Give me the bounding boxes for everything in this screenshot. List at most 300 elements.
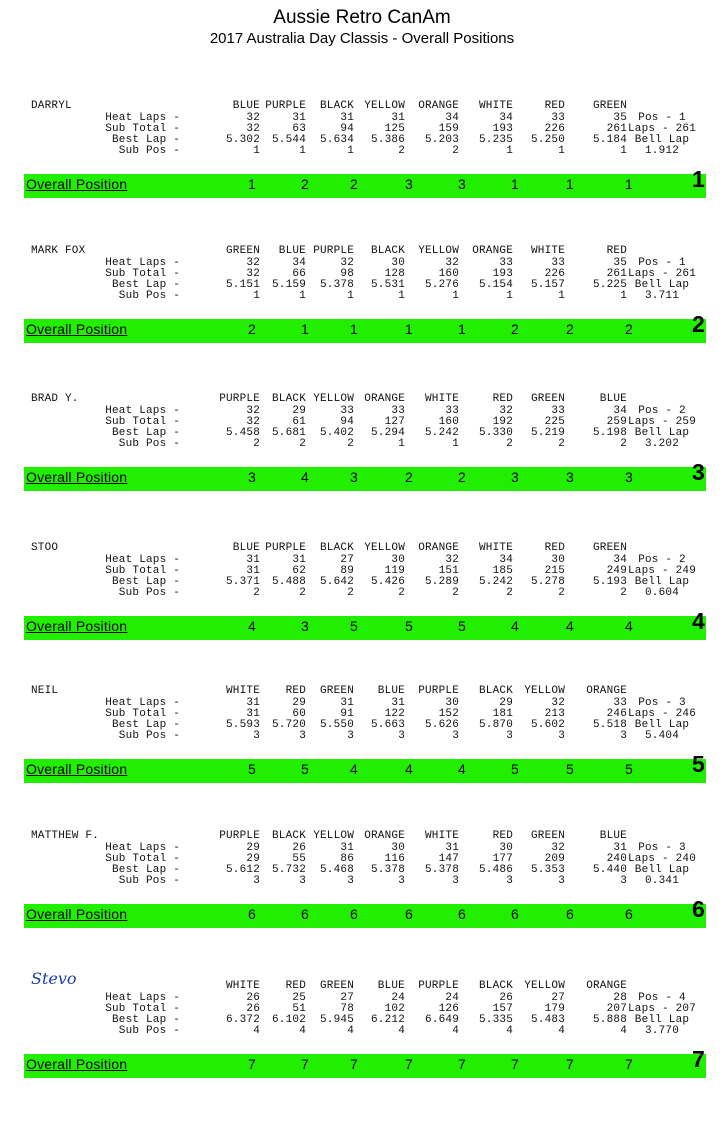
color-header: ORANGE — [586, 980, 627, 992]
table-cell: 31 — [340, 112, 354, 124]
overall-position-cell: 1 — [350, 321, 358, 337]
overall-position-cell: 2 — [458, 469, 466, 485]
table-cell: 5.634 — [319, 134, 354, 146]
final-position: 7 — [692, 1046, 705, 1072]
color-header: YELLOW — [524, 685, 565, 697]
overall-position-cell: 5 — [566, 761, 574, 777]
table-cell: 147 — [438, 853, 459, 865]
color-header: WHITE — [478, 542, 513, 554]
color-header: YELLOW — [364, 542, 405, 554]
table-cell: 5.531 — [370, 279, 405, 291]
color-header: RED — [492, 830, 513, 842]
color-header: ORANGE — [586, 685, 627, 697]
table-cell: 5.440 — [592, 864, 627, 876]
overall-position-cell: 6 — [458, 906, 466, 922]
table-cell: 5.426 — [370, 576, 405, 588]
table-cell: 207 — [606, 1003, 627, 1015]
table-cell: 32 — [246, 257, 260, 269]
overall-position-label: Overall Position — [26, 469, 128, 485]
table-cell: 1 — [347, 145, 354, 157]
overall-position-cell: 1 — [625, 176, 633, 192]
table-cell: 160 — [438, 268, 459, 280]
overall-position-cell: 6 — [248, 906, 256, 922]
table-cell: 2 — [506, 587, 513, 599]
table-cell: 4 — [398, 1025, 405, 1037]
table-cell: 55 — [292, 853, 306, 865]
table-cell: 5.157 — [530, 279, 565, 291]
table-cell: 94 — [340, 123, 354, 135]
row-label: Best Lap - — [111, 1014, 180, 1026]
overall-position-cell: 2 — [350, 176, 358, 192]
overall-position-cell: 5 — [350, 618, 358, 634]
table-cell: 1 — [558, 145, 565, 157]
table-cell: 26 — [292, 842, 306, 854]
summary-line: 3.202 — [644, 438, 679, 450]
row-label: Sub Pos - — [118, 145, 180, 157]
color-header: RED — [544, 542, 565, 554]
table-cell: 33 — [391, 405, 405, 417]
overall-position-cell: 5 — [405, 618, 413, 634]
summary-line: Bell Lap — [634, 427, 690, 439]
overall-position-cell: 3 — [625, 469, 633, 485]
table-cell: 32 — [551, 697, 565, 709]
color-header: ORANGE — [472, 245, 513, 257]
overall-position-cell: 1 — [248, 176, 256, 192]
table-cell: 3 — [253, 875, 260, 887]
table-cell: 31 — [391, 697, 405, 709]
table-cell: 94 — [340, 416, 354, 428]
table-cell: 5.184 — [592, 134, 627, 146]
table-cell: 5.353 — [530, 864, 565, 876]
table-cell: 226 — [544, 268, 565, 280]
overall-position-cell: 6 — [625, 906, 633, 922]
table-cell: 5.302 — [225, 134, 260, 146]
table-cell: 33 — [340, 405, 354, 417]
overall-position-cell: 5 — [248, 761, 256, 777]
row-label: Sub Total - — [105, 268, 180, 280]
table-cell: 6.212 — [370, 1014, 405, 1026]
table-cell: 4 — [347, 1025, 354, 1037]
driver-name: NEIL — [31, 685, 59, 697]
table-cell: 128 — [384, 268, 405, 280]
table-cell: 5.198 — [592, 427, 627, 439]
table-cell: 34 — [613, 554, 627, 566]
overall-position-cell: 2 — [625, 321, 633, 337]
overall-position-cell: 2 — [566, 321, 574, 337]
color-header: YELLOW — [418, 245, 459, 257]
summary-line: Pos - 3 — [638, 842, 686, 854]
table-cell: 51 — [292, 1003, 306, 1015]
overall-position-bar — [24, 608, 706, 640]
table-cell: 6.102 — [271, 1014, 306, 1026]
table-cell: 4 — [299, 1025, 306, 1037]
overall-position-label: Overall Position — [26, 618, 128, 634]
row-label: Sub Pos - — [118, 730, 180, 742]
summary-line: Pos - 1 — [638, 257, 686, 269]
table-cell: 5.732 — [271, 864, 306, 876]
overall-position-label: Overall Position — [26, 761, 128, 777]
summary-line: Bell Lap — [634, 279, 690, 291]
table-cell: 5.151 — [225, 279, 260, 291]
table-cell: 259 — [606, 416, 627, 428]
table-cell: 3 — [558, 875, 565, 887]
header — [0, 6, 724, 48]
color-header: BLACK — [370, 245, 405, 257]
color-header: YELLOW — [313, 830, 354, 842]
row-label: Best Lap - — [111, 576, 180, 588]
summary-line: 1.912 — [644, 145, 679, 157]
color-header: ORANGE — [418, 542, 459, 554]
color-header: WHITE — [424, 393, 459, 405]
final-position: 6 — [692, 896, 705, 922]
row-label: Heat Laps - — [105, 697, 180, 709]
driver-block — [0, 100, 724, 246]
overall-position-cell: 1 — [566, 176, 574, 192]
color-header: RED — [285, 980, 306, 992]
color-header: BLUE — [377, 980, 405, 992]
table-cell: 1 — [398, 290, 405, 302]
table-cell: 160 — [438, 416, 459, 428]
driver-name: DARRYL — [31, 100, 72, 112]
summary-line: 0.604 — [644, 587, 679, 599]
table-cell: 5.378 — [424, 864, 459, 876]
table-cell: 5.483 — [530, 1014, 565, 1026]
table-cell: 179 — [544, 1003, 565, 1015]
table-cell: 31 — [246, 697, 260, 709]
overall-position-cell: 6 — [511, 906, 519, 922]
table-cell: 34 — [499, 112, 513, 124]
table-cell: 78 — [340, 1003, 354, 1015]
table-cell: 33 — [445, 405, 459, 417]
table-cell: 2 — [620, 587, 627, 599]
table-cell: 32 — [246, 416, 260, 428]
table-cell: 60 — [292, 708, 306, 720]
table-cell: 2 — [398, 587, 405, 599]
row-label: Heat Laps - — [105, 405, 180, 417]
overall-position-cell: 6 — [405, 906, 413, 922]
table-cell: 5.203 — [424, 134, 459, 146]
overall-position-cell: 6 — [566, 906, 574, 922]
table-cell: 27 — [340, 554, 354, 566]
table-cell: 209 — [544, 853, 565, 865]
color-header: PURPLE — [418, 980, 459, 992]
overall-position-cell: 3 — [350, 469, 358, 485]
row-label: Sub Pos - — [118, 875, 180, 887]
table-cell: 5.720 — [271, 719, 306, 731]
row-label: Sub Total - — [105, 123, 180, 135]
table-cell: 5.242 — [478, 576, 513, 588]
table-cell: 5.945 — [319, 1014, 354, 1026]
overall-position-cell: 7 — [301, 1056, 309, 1072]
summary-line: Bell Lap — [634, 134, 690, 146]
row-label: Best Lap - — [111, 864, 180, 876]
table-cell: 5.550 — [319, 719, 354, 731]
table-cell: 31 — [246, 565, 260, 577]
overall-position-cell: 3 — [566, 469, 574, 485]
table-cell: 30 — [499, 842, 513, 854]
summary-line: Pos - 3 — [638, 697, 686, 709]
table-cell: 5.518 — [592, 719, 627, 731]
overall-position-bar — [24, 896, 706, 928]
table-cell: 2 — [347, 587, 354, 599]
final-position: 2 — [692, 311, 705, 337]
table-cell: 1 — [452, 438, 459, 450]
color-header: ORANGE — [418, 100, 459, 112]
table-cell: 2 — [253, 438, 260, 450]
summary-line: Pos - 4 — [638, 992, 686, 1004]
table-cell: 24 — [445, 992, 459, 1004]
color-header: BLACK — [271, 830, 306, 842]
driver-block — [0, 393, 724, 539]
table-cell: 32 — [246, 268, 260, 280]
overall-position-cell: 5 — [511, 761, 519, 777]
table-cell: 5.870 — [478, 719, 513, 731]
table-cell: 5.642 — [319, 576, 354, 588]
color-header: WHITE — [225, 980, 260, 992]
driver-name: Stevo — [31, 969, 77, 988]
table-cell: 5.330 — [478, 427, 513, 439]
table-cell: 3 — [347, 730, 354, 742]
table-cell: 63 — [292, 123, 306, 135]
overall-position-cell: 7 — [625, 1056, 633, 1072]
color-header: WHITE — [478, 100, 513, 112]
summary-line: Bell Lap — [634, 864, 690, 876]
color-header: RED — [606, 245, 627, 257]
table-cell: 1 — [253, 145, 260, 157]
table-cell: 5.225 — [592, 279, 627, 291]
table-cell: 5.219 — [530, 427, 565, 439]
color-header: YELLOW — [524, 980, 565, 992]
table-cell: 62 — [292, 565, 306, 577]
row-label: Sub Total - — [105, 565, 180, 577]
table-cell: 3 — [398, 730, 405, 742]
table-cell: 4 — [253, 1025, 260, 1037]
overall-position-cell: 7 — [458, 1056, 466, 1072]
table-cell: 5.242 — [424, 427, 459, 439]
table-cell: 122 — [384, 708, 405, 720]
overall-position-label: Overall Position — [26, 176, 128, 192]
color-header: GREEN — [225, 245, 260, 257]
color-header: WHITE — [225, 685, 260, 697]
overall-position-label: Overall Position — [26, 906, 128, 922]
color-header: BLUE — [232, 542, 260, 554]
table-cell: 2 — [558, 587, 565, 599]
table-cell: 32 — [499, 405, 513, 417]
table-cell: 1 — [452, 290, 459, 302]
overall-position-cell: 2 — [405, 469, 413, 485]
overall-position-cell: 1 — [301, 321, 309, 337]
table-cell: 26 — [246, 1003, 260, 1015]
driver-block — [0, 245, 724, 391]
table-cell: 86 — [340, 853, 354, 865]
table-cell: 116 — [384, 853, 405, 865]
table-cell: 1 — [558, 290, 565, 302]
driver-block — [0, 685, 724, 831]
overall-position-bar — [24, 311, 706, 343]
table-cell: 159 — [438, 123, 459, 135]
table-cell: 5.154 — [478, 279, 513, 291]
table-cell: 31 — [391, 112, 405, 124]
table-cell: 1 — [347, 290, 354, 302]
color-header: GREEN — [530, 830, 565, 842]
table-cell: 246 — [606, 708, 627, 720]
color-header: BLUE — [232, 100, 260, 112]
table-cell: 4 — [506, 1025, 513, 1037]
summary-line: Laps - 249 — [627, 565, 696, 577]
color-header: GREEN — [319, 980, 354, 992]
driver-block — [0, 830, 724, 976]
table-cell: 2 — [299, 587, 306, 599]
table-cell: 31 — [292, 554, 306, 566]
table-cell: 31 — [445, 842, 459, 854]
summary-line: Laps - 259 — [627, 416, 696, 428]
table-cell: 193 — [492, 123, 513, 135]
table-cell: 5.402 — [319, 427, 354, 439]
overall-position-cell: 3 — [511, 469, 519, 485]
table-cell: 5.235 — [478, 134, 513, 146]
summary-line: Laps - 240 — [627, 853, 696, 865]
table-cell: 261 — [606, 268, 627, 280]
table-cell: 31 — [292, 112, 306, 124]
table-cell: 26 — [246, 992, 260, 1004]
table-cell: 4 — [620, 1025, 627, 1037]
table-cell: 25 — [292, 992, 306, 1004]
table-cell: 2 — [620, 438, 627, 450]
table-cell: 29 — [246, 853, 260, 865]
color-header: PURPLE — [219, 830, 260, 842]
table-cell: 32 — [246, 112, 260, 124]
color-header: RED — [285, 685, 306, 697]
table-cell: 102 — [384, 1003, 405, 1015]
table-cell: 2 — [253, 587, 260, 599]
table-cell: 27 — [551, 992, 565, 1004]
table-cell: 5.159 — [271, 279, 306, 291]
table-cell: 30 — [391, 257, 405, 269]
overall-position-bar — [24, 1046, 706, 1078]
row-label: Sub Total - — [105, 416, 180, 428]
overall-position-label: Overall Position — [26, 321, 128, 337]
table-cell: 125 — [384, 123, 405, 135]
table-cell: 2 — [299, 438, 306, 450]
table-cell: 215 — [544, 565, 565, 577]
table-cell: 5.371 — [225, 576, 260, 588]
table-cell: 5.612 — [225, 864, 260, 876]
table-cell: 5.593 — [225, 719, 260, 731]
overall-position-cell: 4 — [405, 761, 413, 777]
table-cell: 31 — [340, 842, 354, 854]
table-cell: 225 — [544, 416, 565, 428]
table-cell: 2 — [347, 438, 354, 450]
summary-line: 5.404 — [644, 730, 679, 742]
table-cell: 157 — [492, 1003, 513, 1015]
overall-position-cell: 4 — [248, 618, 256, 634]
table-cell: 32 — [246, 123, 260, 135]
color-header: WHITE — [424, 830, 459, 842]
table-cell: 5.294 — [370, 427, 405, 439]
final-position: 3 — [692, 459, 705, 485]
table-cell: 5.486 — [478, 864, 513, 876]
overall-position-label: Overall Position — [26, 1056, 128, 1072]
overall-position-cell: 3 — [301, 618, 309, 634]
table-cell: 5.488 — [271, 576, 306, 588]
table-cell: 89 — [340, 565, 354, 577]
overall-position-cell: 6 — [350, 906, 358, 922]
table-cell: 2 — [452, 587, 459, 599]
table-cell: 33 — [499, 257, 513, 269]
overall-position-cell: 5 — [301, 761, 309, 777]
table-cell: 31 — [246, 708, 260, 720]
row-label: Best Lap - — [111, 134, 180, 146]
final-position: 5 — [692, 751, 705, 777]
table-cell: 31 — [613, 842, 627, 854]
overall-position-bar — [24, 751, 706, 783]
table-cell: 1 — [299, 290, 306, 302]
table-cell: 3 — [452, 730, 459, 742]
color-header: ORANGE — [364, 830, 405, 842]
color-header: BLUE — [278, 245, 306, 257]
row-label: Sub Pos - — [118, 587, 180, 599]
row-label: Best Lap - — [111, 279, 180, 291]
table-cell: 240 — [606, 853, 627, 865]
table-cell: 5.626 — [424, 719, 459, 731]
row-label: Heat Laps - — [105, 112, 180, 124]
summary-line: Pos - 2 — [638, 405, 686, 417]
color-header: BLUE — [599, 830, 627, 842]
color-header: RED — [492, 393, 513, 405]
row-label: Sub Total - — [105, 708, 180, 720]
overall-position-bar — [24, 459, 706, 491]
driver-name: MATTHEW F. — [31, 830, 100, 842]
table-cell: 5.250 — [530, 134, 565, 146]
color-header: PURPLE — [219, 393, 260, 405]
table-cell: 5.335 — [478, 1014, 513, 1026]
overall-position-cell: 5 — [458, 618, 466, 634]
row-label: Sub Total - — [105, 1003, 180, 1015]
table-cell: 4 — [452, 1025, 459, 1037]
overall-position-cell: 1 — [405, 321, 413, 337]
table-cell: 6.372 — [225, 1014, 260, 1026]
color-header: BLACK — [478, 980, 513, 992]
color-header: PURPLE — [313, 245, 354, 257]
table-cell: 28 — [613, 992, 627, 1004]
overall-position-cell: 3 — [405, 176, 413, 192]
table-cell: 61 — [292, 416, 306, 428]
table-cell: 192 — [492, 416, 513, 428]
overall-position-bar — [24, 166, 706, 198]
table-cell: 3 — [253, 730, 260, 742]
row-label: Heat Laps - — [105, 554, 180, 566]
overall-position-cell: 4 — [511, 618, 519, 634]
color-header: WHITE — [530, 245, 565, 257]
table-cell: 34 — [499, 554, 513, 566]
driver-block — [0, 969, 724, 1126]
row-label: Best Lap - — [111, 719, 180, 731]
table-cell: 24 — [391, 992, 405, 1004]
table-cell: 2 — [506, 438, 513, 450]
driver-name: BRAD Y. — [31, 393, 79, 405]
summary-line: 3.711 — [644, 290, 679, 302]
table-cell: 33 — [551, 112, 565, 124]
table-cell: 30 — [551, 554, 565, 566]
table-cell: 34 — [613, 405, 627, 417]
table-cell: 5.544 — [271, 134, 306, 146]
table-cell: 32 — [246, 405, 260, 417]
table-cell: 152 — [438, 708, 459, 720]
table-cell: 3 — [506, 875, 513, 887]
color-header: GREEN — [319, 685, 354, 697]
color-header: GREEN — [592, 100, 627, 112]
overall-position-cell: 1 — [511, 176, 519, 192]
